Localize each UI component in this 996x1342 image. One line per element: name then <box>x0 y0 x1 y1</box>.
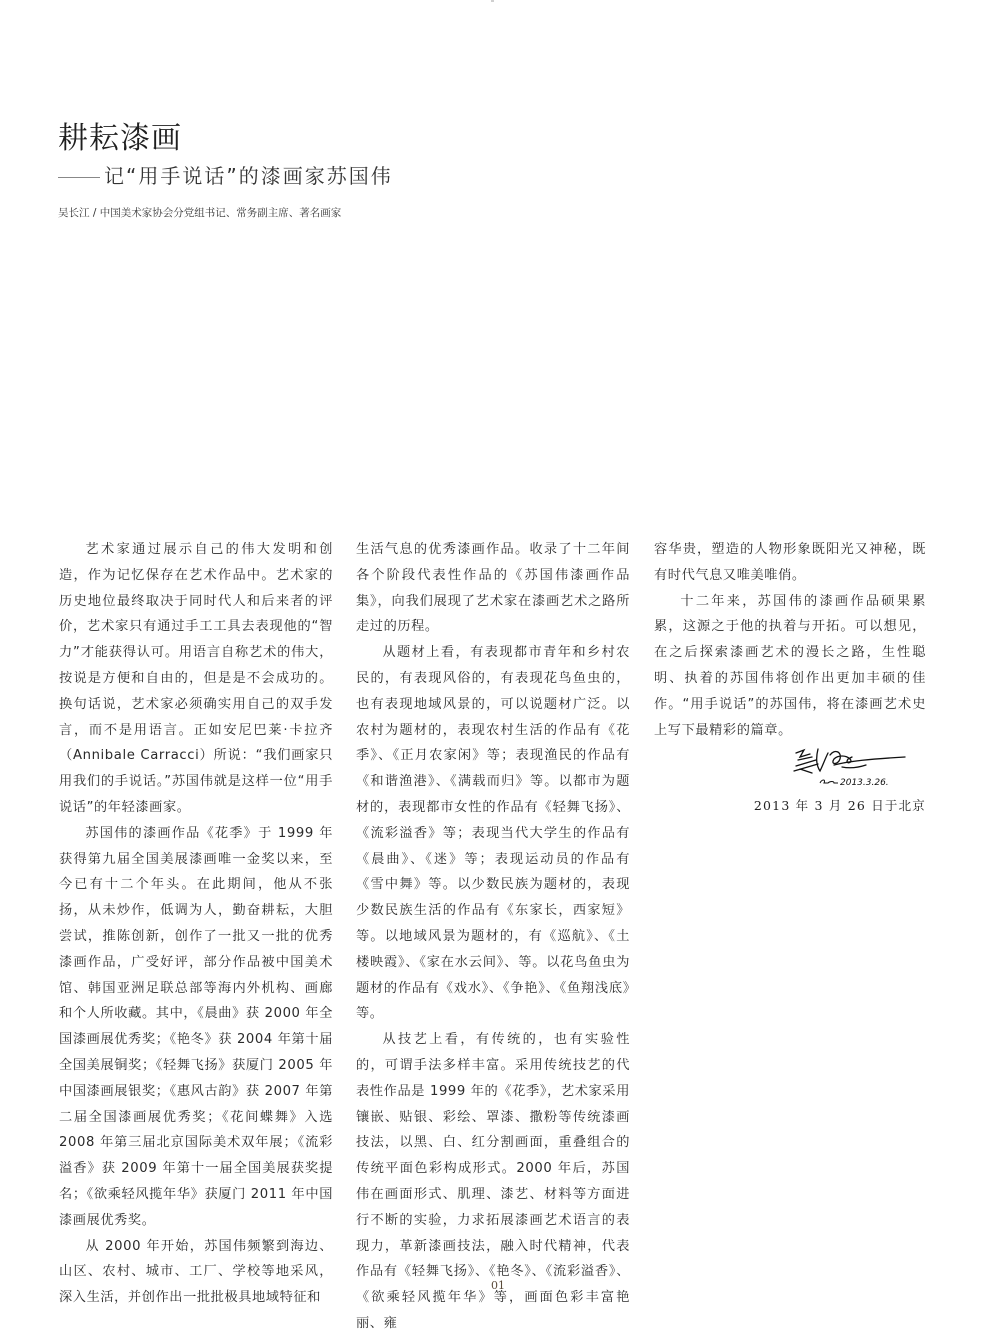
paragraph: 苏国伟的漆画作品《花季》于 1999 年获得第九届全国美展漆画唯一金奖以来，至今已有十二个年头。在此期间，他从不张扬，从未炒作，低调为人，勤奋耕耘，大胆尝试，推陈创新，创作了一批又一批的优秀漆画作品，广受好评，部分作品被中国美术馆、韩国亚洲足联总部等海内外机构、画廊和个人所收藏。其中，《晨曲》获 2000 年全国漆画展优秀奖；《艳冬》获 2004 年第十届全国美展铜奖；《轻舞飞扬》获厦门 2005 年中国漆画展银奖；《惠风古韵》获 2007 年第二届全国漆画展优秀奖；《花间蝶舞》入选 2008 年第三届北京国际美术双年展；《流彩溢香》获 2009 年第十一届全国美展获奖提名；《欲乘轻风揽年华》获厦门 2011 年中国漆画展优秀奖。 <box>59 825 333 1228</box>
text-column-2 <box>356 537 630 1337</box>
paragraph: 从题材上看，有表现都市青年和乡村农民的，有表现风俗的，有表现花鸟鱼虫的，也有表现地域风景的，可以说题材广泛。以农村为题材的，表现农村生活的作品有《花季》、《正月农家闲》等；表现渔民的作品有《和谐渔港》、《满载而归》等。以都市为题材的，表现都市女性的作品有《轻舞飞扬》、《流彩溢香》等；表现当代大学生的作品有《晨曲》、《迷》等；表现运动员的作品有《雪中舞》等。以少数民族为题材的，表现少数民族生活的作品有《东家长，西家短》等。以地域风景为题材的，有《巡航》、《土楼映霞》、《家在水云间》、等。以花鸟鱼虫为题材的作品有《戏水》、《争艳》、《鱼翔浅底》等。 <box>356 645 630 1022</box>
handwritten-signature <box>790 745 910 790</box>
paragraph: 从 2000 年开始，苏国伟频繁到海边、山区、农村、城市、工厂、学校等地采风，深入生活，并创作出一批批极具地域特征和 <box>59 1238 333 1306</box>
text-column-3 <box>654 537 926 743</box>
article-subtitle <box>58 162 393 190</box>
top-mark <box>491 0 494 2</box>
svg-text:2013.3.26.: 2013.3.26. <box>840 778 889 788</box>
article-title: 耕耘漆画 <box>58 121 182 156</box>
paragraph: 十二年来，苏国伟的漆画作品硕果累累，这源之于他的执着与开拓。可以想见，在之后探索漆画艺术的漫长之路，生性聪明、执着的苏国伟将创作出更加丰硕的佳作。“用手说话”的苏国伟，将在漆画艺术史上写下最精彩的篇章。 <box>654 593 926 738</box>
signature-scribble-icon <box>790 745 910 790</box>
paragraph: 生活气息的优秀漆画作品。收录了十二年间各个阶段代表性作品的《苏国伟漆画作品集》，向我们展现了艺术家在漆画艺术之路所走过的历程。 <box>356 542 630 635</box>
author-byline: 吴长江 / 中国美术家协会分党组书记、常务副主席、著名画家 <box>58 207 342 219</box>
signature-date-line: 2013 年 3 月 26 日于北京 <box>753 798 926 813</box>
em-dash-rule <box>58 177 100 178</box>
page-number: 01 <box>491 1279 505 1292</box>
paragraph: 艺术家通过展示自己的伟大发明和创造，作为记忆保存在艺术作品中。艺术家的历史地位最终取决于同时代人和后来者的评价，艺术家只有通过手工工具去表现他的“智力”才能获得认可。用语言自称艺术的伟大，按说是方便和自由的，但是是不会成功的。换句话说，艺术家必须确实用自己的双手发言，而不是用语言。正如安尼巴莱·卡拉齐（Annibale Carracci）所说：“我们画家只用我们的手说话。”苏国伟就是这样一位“用手说话”的年轻漆画家。 <box>59 542 333 815</box>
paragraph: 容华贵，塑造的人物形象既阳光又神秘，既有时代气息又唯美唯俏。 <box>654 542 926 583</box>
subtitle-text: 记“用手说话”的漆画家苏国伟 <box>104 164 393 188</box>
text-column-1 <box>59 537 333 1311</box>
paragraph: 从技艺上看，有传统的，也有实验性的，可谓手法多样丰富。采用传统技艺的代表性作品是 1999 年的《花季》，艺术家采用镶嵌、贴银、彩绘、罩漆、撒粉等传统漆画技法，以黑、白、红分割画面，重叠组合的传统平面色彩构成形式。2000 年后，苏国伟在画面形式、肌理、漆艺、材料等方面进行不断的实验，力求拓展漆画艺术语言的表现力，革新漆画技法，融入时代精神，代表作品有《轻舞飞扬》、《艳冬》、《流彩溢香》、《欲乘轻风揽年华》等，画面色彩丰富艳丽、雍 <box>356 1032 630 1331</box>
